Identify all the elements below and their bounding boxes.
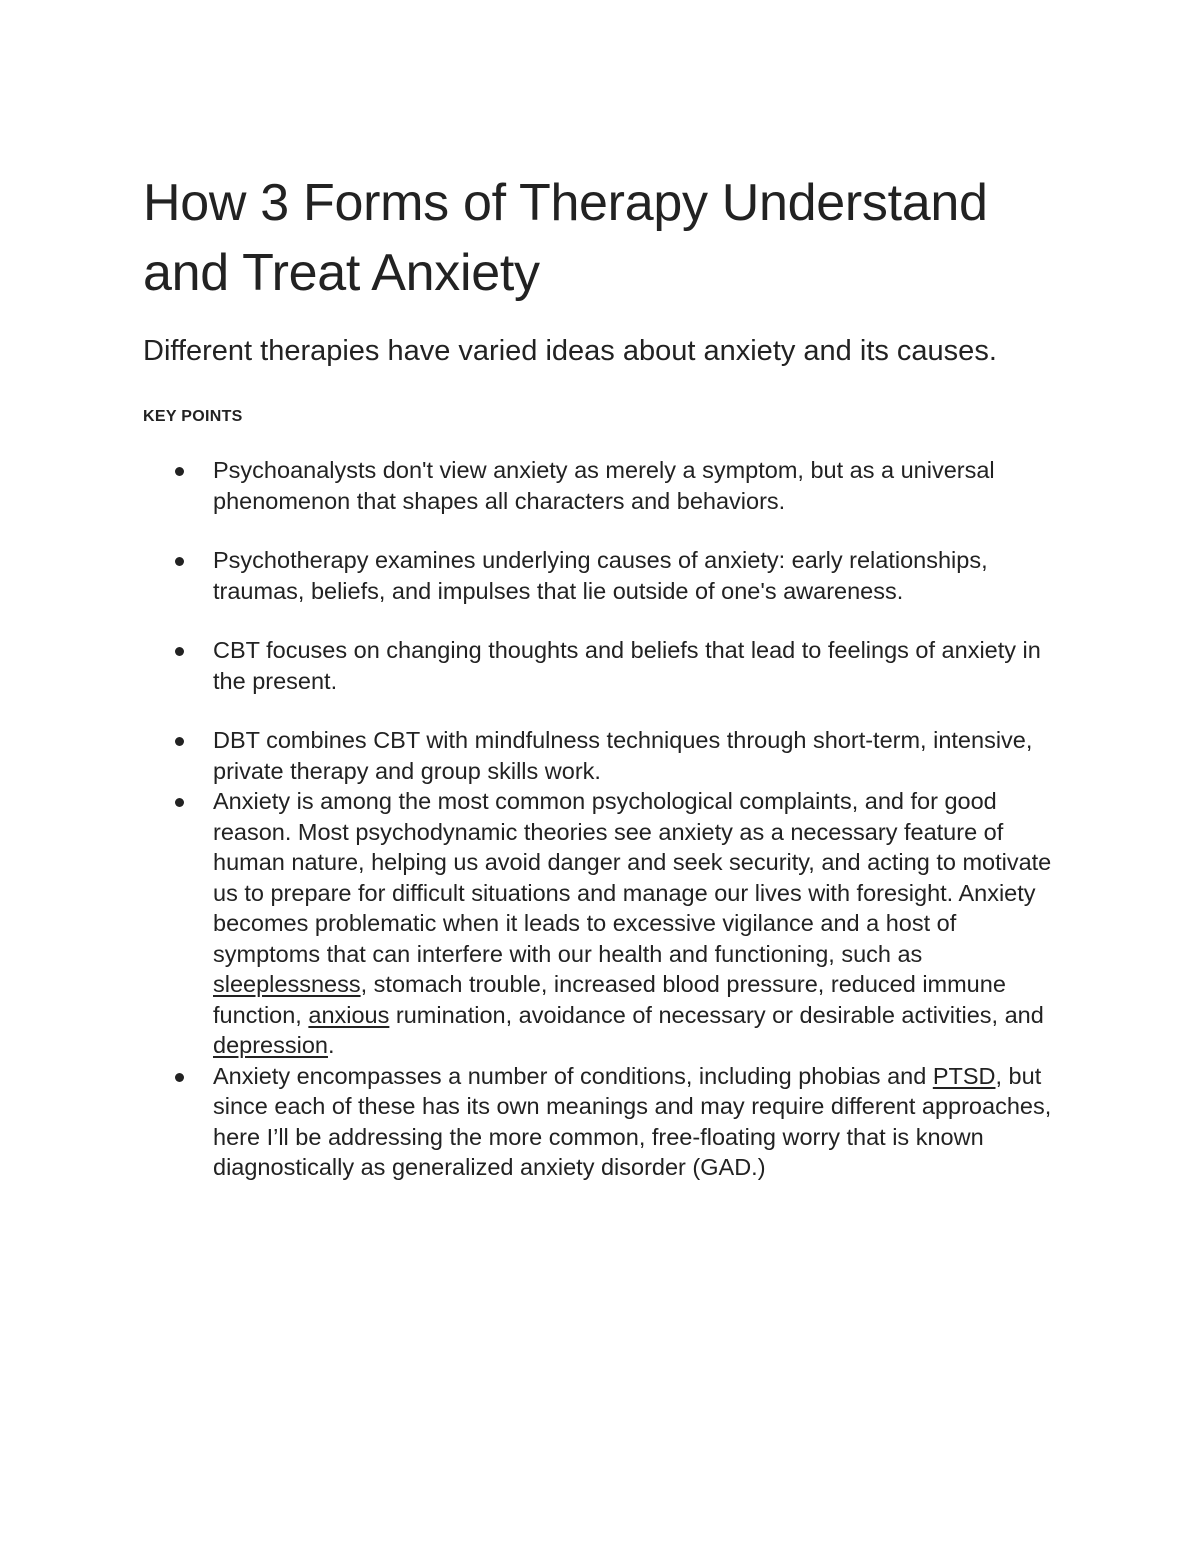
list-item-text: DBT combines CBT with mindfulness techniques through short-term, intensive, private therapy and group skills work. [213, 727, 1033, 784]
document-page [143, 168, 1063, 1183]
list-item [143, 786, 1063, 1061]
bullet-icon [175, 798, 184, 807]
list-item-text: CBT focuses on changing thoughts and beliefs that lead to feelings of anxiety in the present. [213, 637, 1041, 694]
paragraph-text-part: . [327, 1032, 335, 1058]
document-subtitle: Different therapies have varied ideas about anxiety and its causes. [143, 335, 997, 367]
depression-link[interactable]: depression [213, 1032, 328, 1058]
list-item [143, 455, 1063, 516]
bullet-icon [175, 1073, 184, 1082]
paragraph-text-part: , stomach trouble, increased blood pressure, reduced immune function, [213, 971, 1006, 1028]
document-title: How 3 Forms of Therapy Understand and Treat Anxiety [143, 174, 988, 302]
list-item [143, 1061, 1063, 1183]
bullet-icon [175, 467, 184, 476]
list-item [143, 725, 1063, 786]
paragraph-text-part: Anxiety encompasses a number of conditions, including phobias and [213, 1062, 933, 1089]
paragraph-text-part: rumination, avoidance of necessary or desirable activities, and [389, 1001, 1044, 1028]
bullet-icon [175, 647, 184, 656]
key-points-heading: KEY POINTS [143, 408, 243, 425]
list-item [143, 545, 1063, 606]
bullet-icon [175, 557, 184, 566]
sleeplessness-link[interactable]: sleeplessness [213, 971, 361, 997]
list-item [143, 635, 1063, 696]
list-item-text: Psychoanalysts don't view anxiety as merely a symptom, but as a universal phenomenon that shapes all characters and behaviors. [213, 457, 995, 514]
ptsd-link[interactable]: PTSD [932, 1062, 996, 1089]
paragraph-text-part: , but since each of these has its own meanings and may require different approaches, here I’ll be addressing the more common, free-floating worry that is known diagnostically as generalized anxiety disorder (GAD.) [213, 1062, 1052, 1180]
paragraph-text-part: Anxiety is among the most common psychological complaints, and for good reason. Most psychodynamic theories see anxiety as a necessary feature of human nature, helping us avoid danger and seek security, and acting to motivate us to prepare for difficult situations and manage our lives with foresight. Anxiety becomes problematic when it leads to excessive vigilance and a host of symptoms that can interfere with our health and functioning, such as [213, 788, 1052, 967]
paragraph-text [213, 1063, 1051, 1181]
key-points-list [143, 455, 1063, 1183]
bullet-icon [175, 737, 184, 746]
anxious-link[interactable]: anxious [308, 1001, 390, 1028]
paragraph-text [213, 788, 1051, 1058]
list-item-text: Psychotherapy examines underlying causes of anxiety: early relationships, traumas, beliefs, and impulses that lie outside of one's awareness. [213, 547, 988, 604]
